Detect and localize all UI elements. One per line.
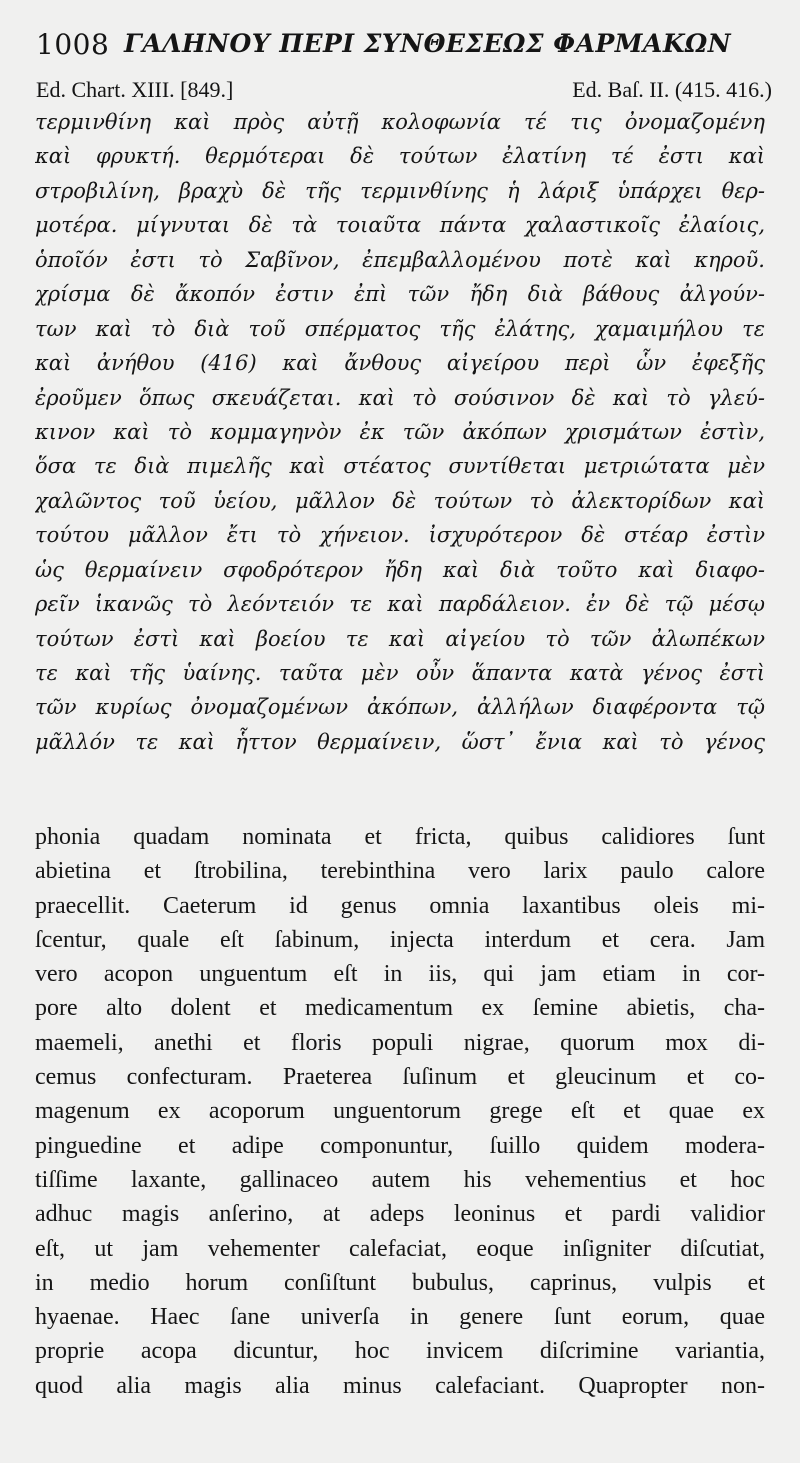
greek-line: ἐροῦμεν ὅπως σκευάζεται. καὶ τὸ σούσινον δὲ καὶ τὸ γλεύ- [35,385,765,410]
latin-line: quod alia magis alia minus calefaciant. Quapropter non- [35,1372,765,1399]
latin-text-block [35,820,765,1403]
latin-line: magenum ex acoporum unguentorum grege eſt et quae ex [35,1098,765,1125]
greek-line: καὶ φρυκτή. θερμότεραι δὲ τούτων ἐλατίνη τέ ἐστι καὶ [35,144,765,169]
greek-line: των καὶ τὸ διὰ τοῦ σπέρματος τῆς ἐλάτης, χαμαιμήλου τε [35,316,765,341]
latin-line: abietina et ſtrobilina, terebinthina vero larix paulo calore [35,858,765,885]
edition-reference-left: Ed. Chart. XIII. [849.] [36,77,234,102]
greek-line: μᾶλλόν τε καὶ ἧττον θερμαίνειν, ὥστ᾽ ἔνια καὶ τὸ γένος [35,729,765,754]
greek-line: ὡς θερμαίνειν σφοδρότερον ἤδη καὶ διὰ τοῦτο καὶ διαφο- [35,557,765,582]
latin-line: pore alto dolent et medicamentum ex ſemine abietis, cha- [35,995,765,1022]
edition-reference-right: Ed. Baſ. II. (415. 416.) [572,77,772,102]
greek-line: τε καὶ τῆς ὑαίνης. ταῦτα μὲν οὖν ἅπαντα κατὰ γένος ἐστὶ [35,661,765,685]
latin-line: eſt, ut jam vehementer calefaciat, eoque inſigniter diſcutiat, [35,1235,765,1262]
running-title: ΓΑΛΗΝΟΥ ΠΕΡΙ ΣΥΝΘΕΣΕΩΣ ΦΑΡΜΑΚΩΝ [124,29,732,58]
greek-line: χρίσμα δὲ ἄκοπόν ἐστιν ἐπὶ τῶν ἤδη διὰ βάθους ἀλγούν- [35,282,765,307]
latin-line: phonia quadam nominata et fricta, quibus calidiores ſunt [35,824,765,850]
greek-line: τῶν κυρίως ὀνομαζομένων ἀκόπων, ἀλλήλων διαφέροντα τῷ [35,695,765,720]
greek-line: τούτων ἐστὶ καὶ βοείου τε καὶ αἰγείου τὸ τῶν ἀλωπέκων [35,626,765,651]
greek-line: στροβιλίνη, βραχὺ δὲ τῆς τερμινθίνης ἡ λάριξ ὑπάρχει θερ- [35,178,765,203]
page-number: 1008 [36,28,110,61]
latin-line: hyaenae. Haec ſane univerſa in genere ſunt eorum, quae [35,1304,765,1331]
greek-line: μοτέρα. μίγνυται δὲ τὰ τοιαῦτα πάντα χαλαστικοῖς ἐλαίοις, [35,213,765,238]
greek-line: τερμινθίνη καὶ πρὸς αὐτῇ κολοφωνία τέ τις ὀνομαζομένη [35,110,765,134]
greek-line: ὅσα τε διὰ πιμελῆς καὶ στέατος συντίθεται μετριώτατα μὲν [35,454,765,479]
greek-text-block [35,105,765,759]
latin-line: in medio horum conſiſtunt bubulus, caprinus, vulpis et [35,1269,765,1296]
greek-line: χαλῶντος τοῦ ὑείου, μᾶλλον δὲ τούτων τὸ ἀλεκτορίδων καὶ [35,488,765,513]
latin-line: adhuc magis anſerino, at adeps leoninus et pardi validior [35,1201,765,1228]
latin-line: maemeli, anethi et floris populi nigrae, quorum mox di- [35,1029,765,1056]
latin-line: vero acopon unguentum eſt in iis, qui jam etiam in cor- [35,961,765,988]
edition-reference-line [36,77,772,105]
page-header [36,26,776,66]
latin-line: praecellit. Caeterum id genus omnia laxantibus oleis mi- [35,892,765,919]
latin-line: tiſſime laxante, gallinaceo autem his vehementius et hoc [35,1166,765,1193]
greek-line: κινον καὶ τὸ κομμαγηνὸν ἐκ τῶν ἀκόπων χρισμάτων ἐστὶν, [35,419,765,444]
latin-line: cemus confecturam. Praeterea ſuſinum et gleucinum et co- [35,1064,765,1091]
latin-line: proprie acopa dicuntur, hoc invicem diſcrimine variantia, [35,1338,765,1365]
greek-line: καὶ ἀνήθου (416) καὶ ἄνθους αἰγείρου περὶ ὧν ἐφεξῆς [35,351,765,376]
latin-line: pinguedine et adipe componuntur, ſuillo quidem modera- [35,1132,765,1159]
latin-line: ſcentur, quale eſt ſabinum, injecta interdum et cera. Jam [35,926,765,953]
greek-line: ρεῖν ἱκανῶς τὸ λεόντειόν τε καὶ παρδάλειον. ἐν δὲ τῷ μέσῳ [35,592,765,617]
greek-line: τούτου μᾶλλον ἔτι τὸ χήνειον. ἰσχυρότερον δὲ στέαρ ἐστὶν [35,523,765,548]
greek-line: ὁποῖόν ἐστι τὸ Σαβῖνον, ἐπεμβαλλομένου ποτὲ καὶ κηροῦ. [35,247,765,272]
